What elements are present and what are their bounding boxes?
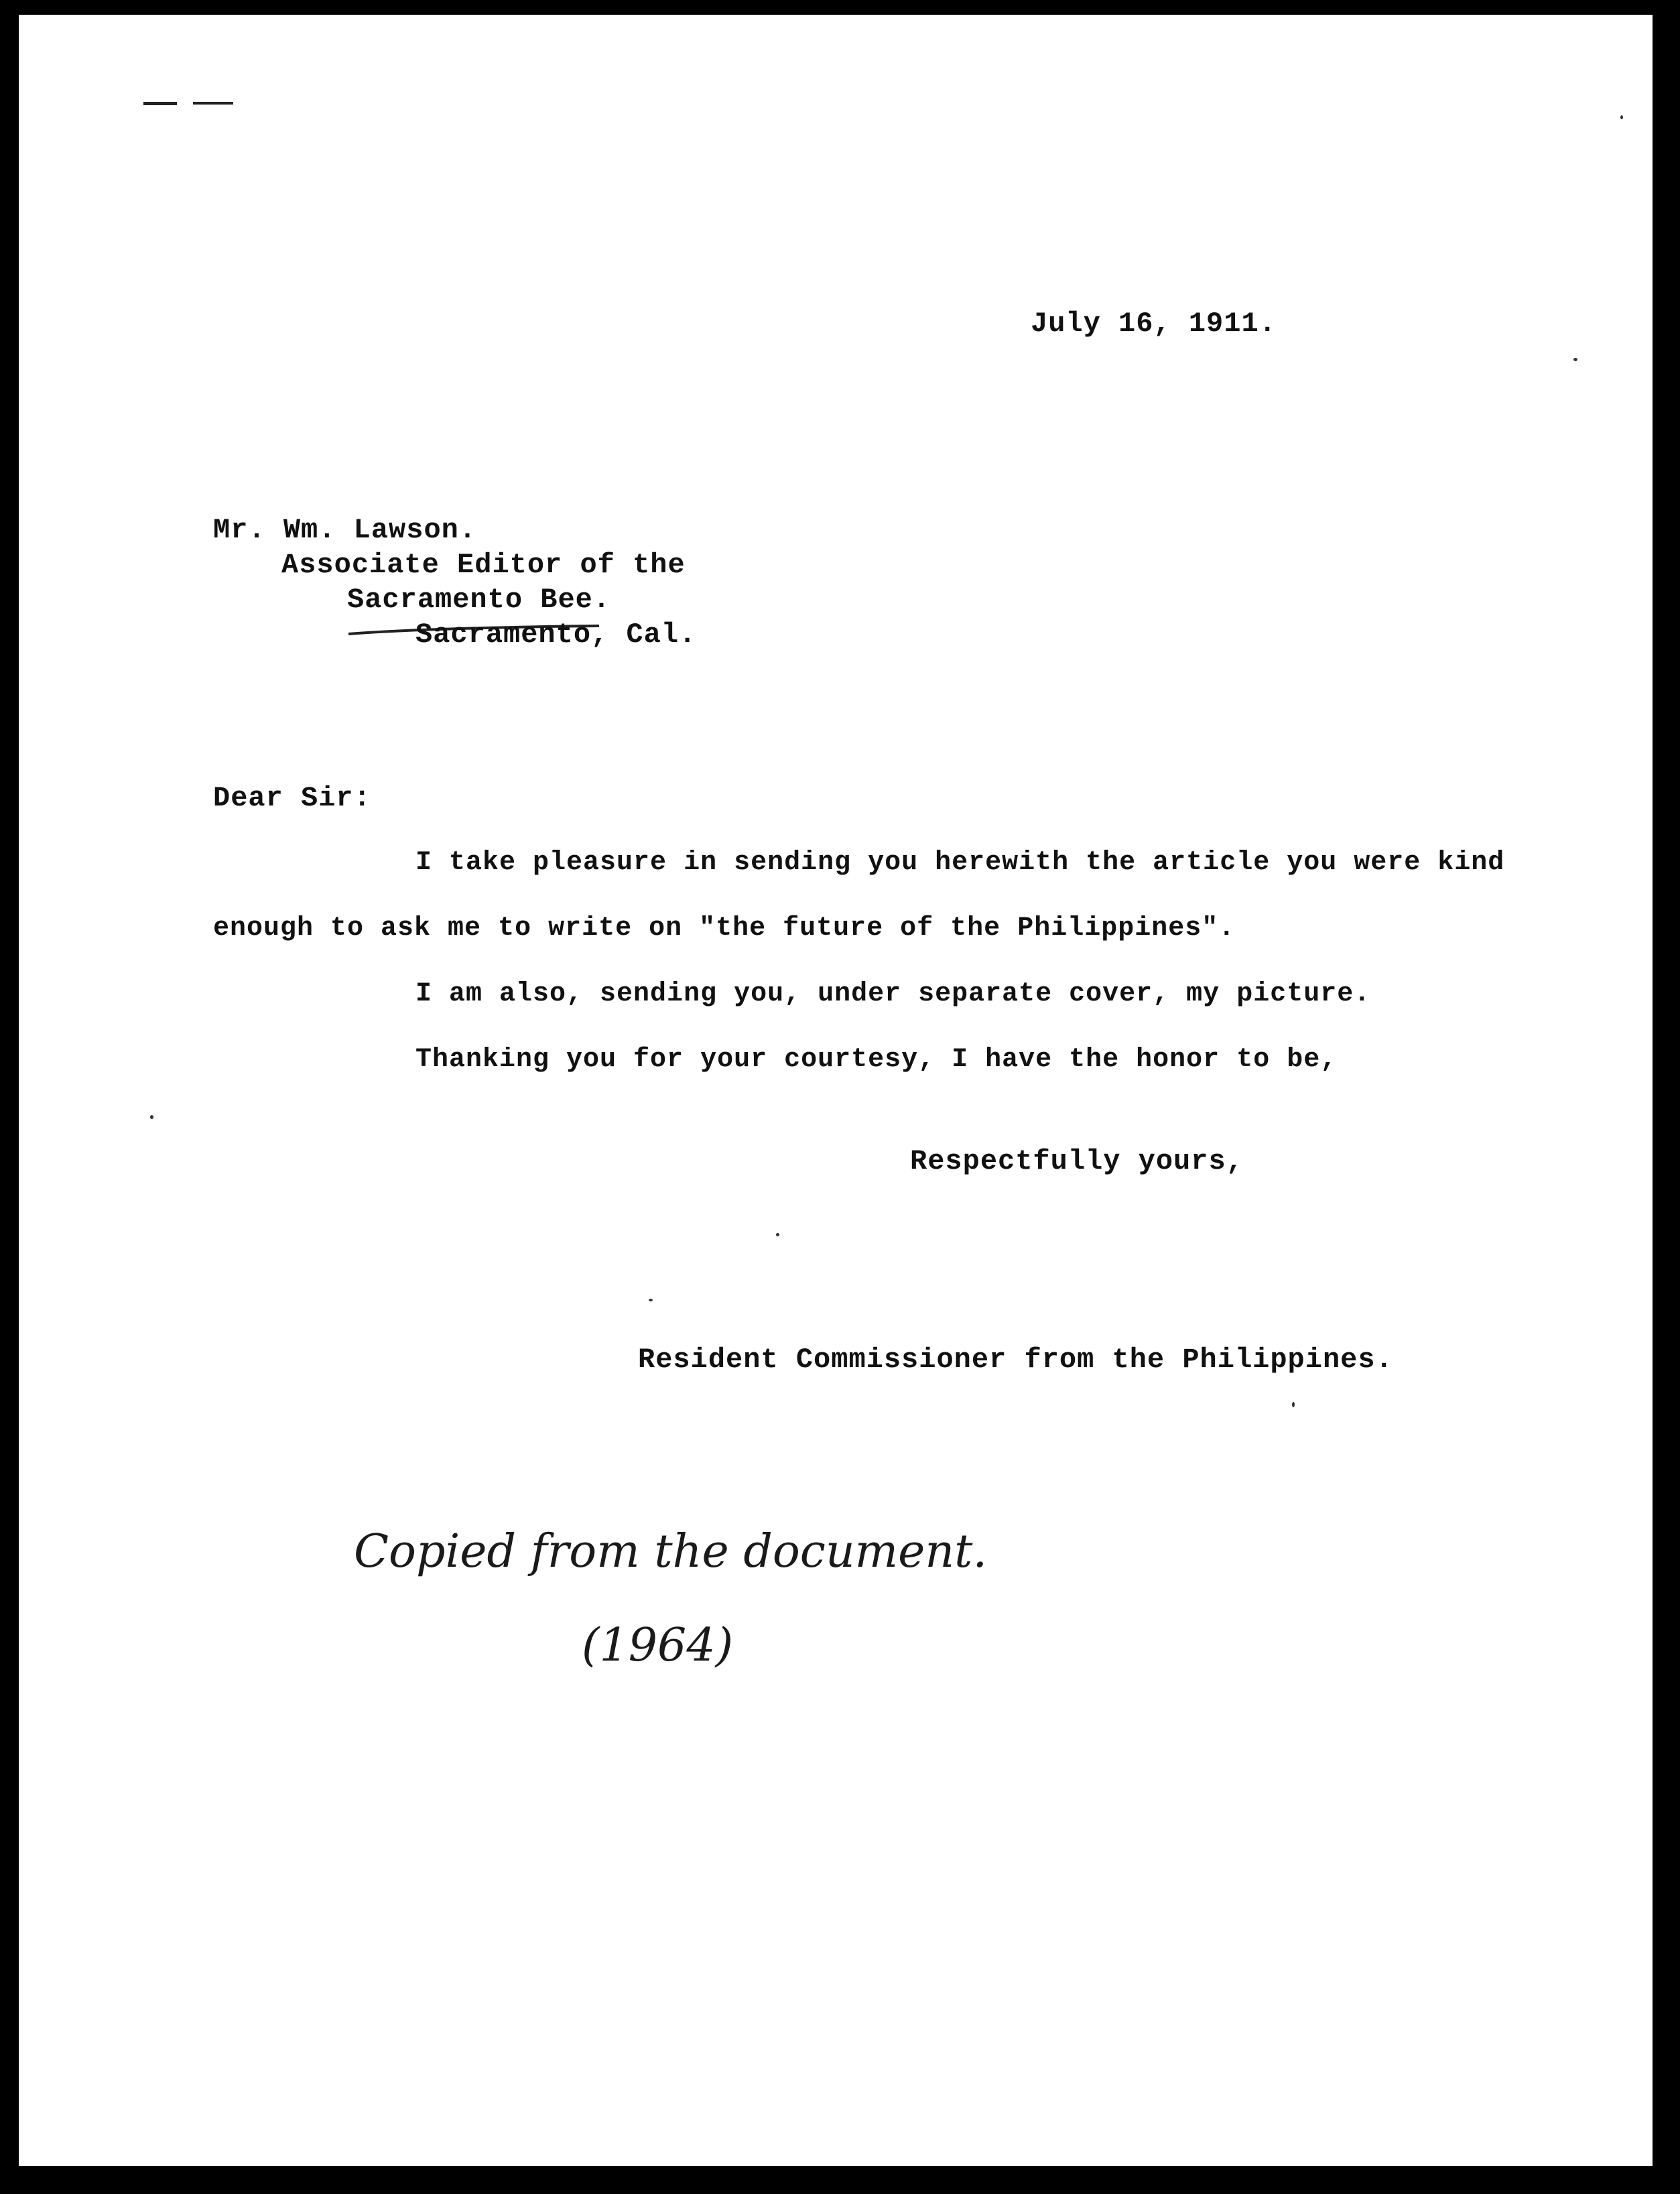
body-paragraph-1-line-2: enough to ask me to write on "the future of the Philippines". xyxy=(213,913,1236,944)
recipient-name: Mr. Wm. Lawson. xyxy=(213,514,477,546)
body-paragraph-1-line-1: I take pleasure in sending you herewith the article you were kind xyxy=(415,848,1505,878)
closing: Respectfully yours, xyxy=(910,1145,1244,1177)
handwritten-year: (1964) xyxy=(582,1619,734,1672)
handwritten-note: Copied from the document. xyxy=(354,1525,988,1578)
letter-date: July 16, 1911. xyxy=(1031,308,1277,340)
signature-title: Resident Commissioner from the Philippines. xyxy=(638,1344,1393,1376)
top-left-mark-2 xyxy=(193,102,233,105)
body-paragraph-3: Thanking you for your courtesy, I have the honor to be, xyxy=(415,1045,1338,1075)
speck xyxy=(649,1299,653,1301)
recipient-newspaper: Sacramento Bee. xyxy=(347,584,611,616)
speck xyxy=(150,1115,153,1119)
body-paragraph-2: I am also, sending you, under separate cover, my picture. xyxy=(415,979,1371,1009)
speck xyxy=(1292,1402,1295,1407)
top-left-mark xyxy=(143,102,177,105)
speck xyxy=(1573,358,1577,361)
letter-page xyxy=(19,15,1653,2166)
salutation: Dear Sir: xyxy=(213,782,371,814)
recipient-city: Sacramento, Cal. xyxy=(415,619,697,651)
recipient-title: Associate Editor of the xyxy=(281,549,686,581)
speck xyxy=(1620,115,1623,119)
speck xyxy=(776,1233,779,1236)
